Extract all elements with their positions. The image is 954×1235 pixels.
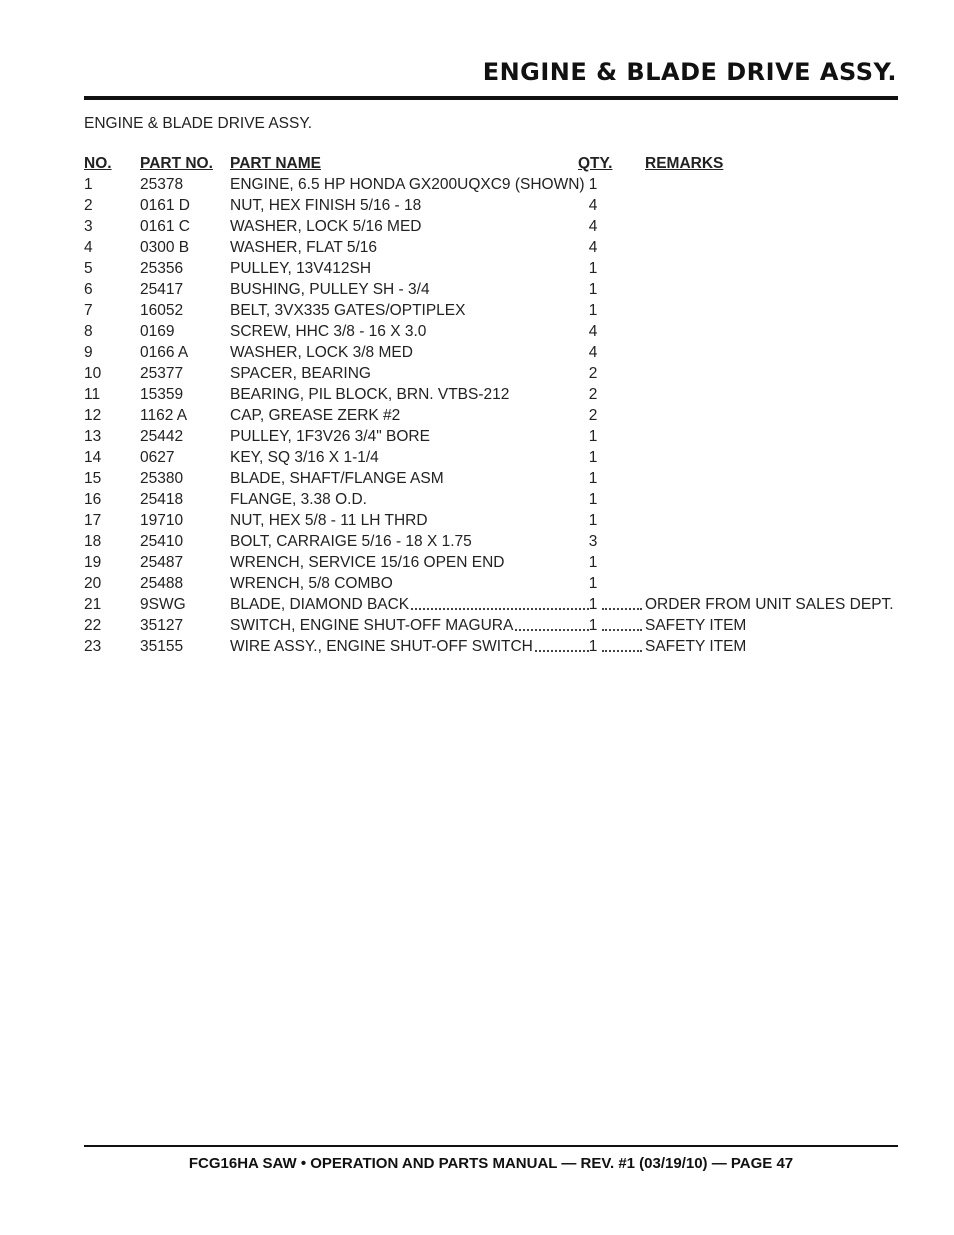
part-number: 35127 [140,617,184,634]
part-name: KEY, SQ 3/16 X 1-1/4 [230,449,379,466]
part-name: BELT, 3VX335 GATES/OPTIPLEX [230,302,466,319]
item-number: 11 [84,386,101,403]
header-part-name: PART NAME [230,155,321,172]
item-number: 19 [84,554,102,571]
item-number: 15 [84,470,102,487]
part-number: 35155 [140,638,184,655]
header-part-no: PART NO. [140,155,213,172]
header-remarks: REMARKS [645,155,724,172]
item-number: 7 [84,302,93,319]
quantity: 4 [588,239,598,256]
quantity: 2 [588,407,598,424]
quantity: 1 [588,575,598,592]
part-name: WRENCH, SERVICE 15/16 OPEN END [230,554,505,571]
part-number: 1162 A [140,407,188,424]
item-number: 8 [84,323,93,340]
quantity: 3 [588,533,598,550]
part-name: BLADE, SHAFT/FLANGE ASM [230,470,444,487]
part-number: 25378 [140,176,184,193]
part-name: PULLEY, 13V412SH [230,260,372,277]
part-name: SWITCH, ENGINE SHUT-OFF MAGURA [230,617,514,634]
item-number: 9 [84,344,93,361]
item-number: 17 [84,512,102,529]
part-name-leader [230,636,589,657]
part-name: WRENCH, 5/8 COMBO [230,575,393,592]
item-number: 12 [84,407,102,424]
footer-divider [84,1145,898,1147]
quantity: 1 [588,260,598,277]
quantity: 1 [588,449,598,466]
part-number: 0300 B [140,239,190,256]
quantity: 1 [588,281,598,298]
section-title: ENGINE & BLADE DRIVE ASSY. [84,115,312,132]
page-footer: FCG16HA SAW • OPERATION AND PARTS MANUAL — REV. #1 (03/19/10) — PAGE 47 [188,1155,794,1172]
part-number: 16052 [140,302,184,319]
header-qty: QTY. [578,155,613,172]
quantity: 2 [588,386,598,403]
quantity: 1 [588,512,598,529]
item-number: 14 [84,449,102,466]
part-name: WASHER, LOCK 3/8 MED [230,344,413,361]
part-number: 0166 A [140,344,189,361]
part-name: PULLEY, 1F3V26 3/4" BORE [230,428,430,445]
part-name: BLADE, DIAMOND BACK [230,596,410,613]
quantity: 4 [588,323,598,340]
quantity: 4 [588,218,598,235]
item-number: 1 [84,176,93,193]
part-name: FLANGE, 3.38 O.D. [230,491,367,508]
quantity: 4 [588,197,598,214]
part-number: 0627 [140,449,175,466]
remarks-leader [602,615,642,636]
part-name: WIRE ASSY., ENGINE SHUT-OFF SWITCH [230,638,533,655]
part-number: 25442 [140,428,184,445]
part-name: NUT, HEX 5/8 - 11 LH THRD [230,512,428,529]
quantity: 1 [588,617,598,634]
item-number: 3 [84,218,93,235]
part-number: 9SWG [140,596,186,613]
item-number: 16 [84,491,102,508]
part-name: WASHER, FLAT 5/16 [230,239,378,256]
part-number: 25377 [140,365,184,382]
title-divider [84,96,898,100]
part-name: BUSHING, PULLEY SH - 3/4 [230,281,430,298]
part-name: SPACER, BEARING [230,365,371,382]
header-no: NO. [84,155,112,172]
part-name: SCREW, HHC 3/8 - 16 X 3.0 [230,323,427,340]
part-number: 25356 [140,260,184,277]
quantity: 1 [588,176,598,193]
item-number: 22 [84,617,102,634]
remarks: SAFETY ITEM [645,617,747,634]
item-number: 21 [84,596,102,613]
quantity: 2 [588,365,598,382]
part-number: 25487 [140,554,184,571]
part-name: BOLT, CARRAIGE 5/16 - 18 X 1.75 [230,533,472,550]
part-number: 25380 [140,470,184,487]
item-number: 20 [84,575,102,592]
item-number: 18 [84,533,102,550]
part-number: 15359 [140,386,184,403]
remarks-leader [602,636,642,657]
item-number: 2 [84,197,93,214]
quantity: 1 [588,638,598,655]
item-number: 4 [84,239,93,256]
part-number: 25418 [140,491,184,508]
quantity: 4 [588,344,598,361]
part-name: NUT, HEX FINISH 5/16 - 18 [230,197,422,214]
part-name-leader [230,594,589,615]
quantity: 1 [588,554,598,571]
remarks: ORDER FROM UNIT SALES DEPT. [645,596,894,613]
quantity: 1 [588,302,598,319]
part-number: 25488 [140,575,184,592]
item-number: 13 [84,428,102,445]
part-number: 25410 [140,533,184,550]
item-number: 10 [84,365,102,382]
part-name: WASHER, LOCK 5/16 MED [230,218,422,235]
remarks: SAFETY ITEM [645,638,747,655]
part-name: CAP, GREASE ZERK #2 [230,407,401,424]
item-number: 6 [84,281,93,298]
quantity: 1 [588,491,598,508]
part-number: 25417 [140,281,184,298]
quantity: 1 [588,428,598,445]
quantity: 1 [588,470,598,487]
part-number: 0161 D [140,197,190,214]
part-number: 0161 C [140,218,190,235]
part-name: ENGINE, 6.5 HP HONDA GX200UQXC9 (SHOWN) [230,176,585,193]
part-number: 0169 [140,323,175,340]
page-title: ENGINE & BLADE DRIVE ASSY. [482,58,897,86]
remarks-leader [602,594,642,615]
item-number: 5 [84,260,93,277]
quantity: 1 [588,596,598,613]
part-name-leader [230,615,589,636]
item-number: 23 [84,638,102,655]
part-number: 19710 [140,512,184,529]
part-name: BEARING, PIL BLOCK, BRN. VTBS-212 [230,386,510,403]
